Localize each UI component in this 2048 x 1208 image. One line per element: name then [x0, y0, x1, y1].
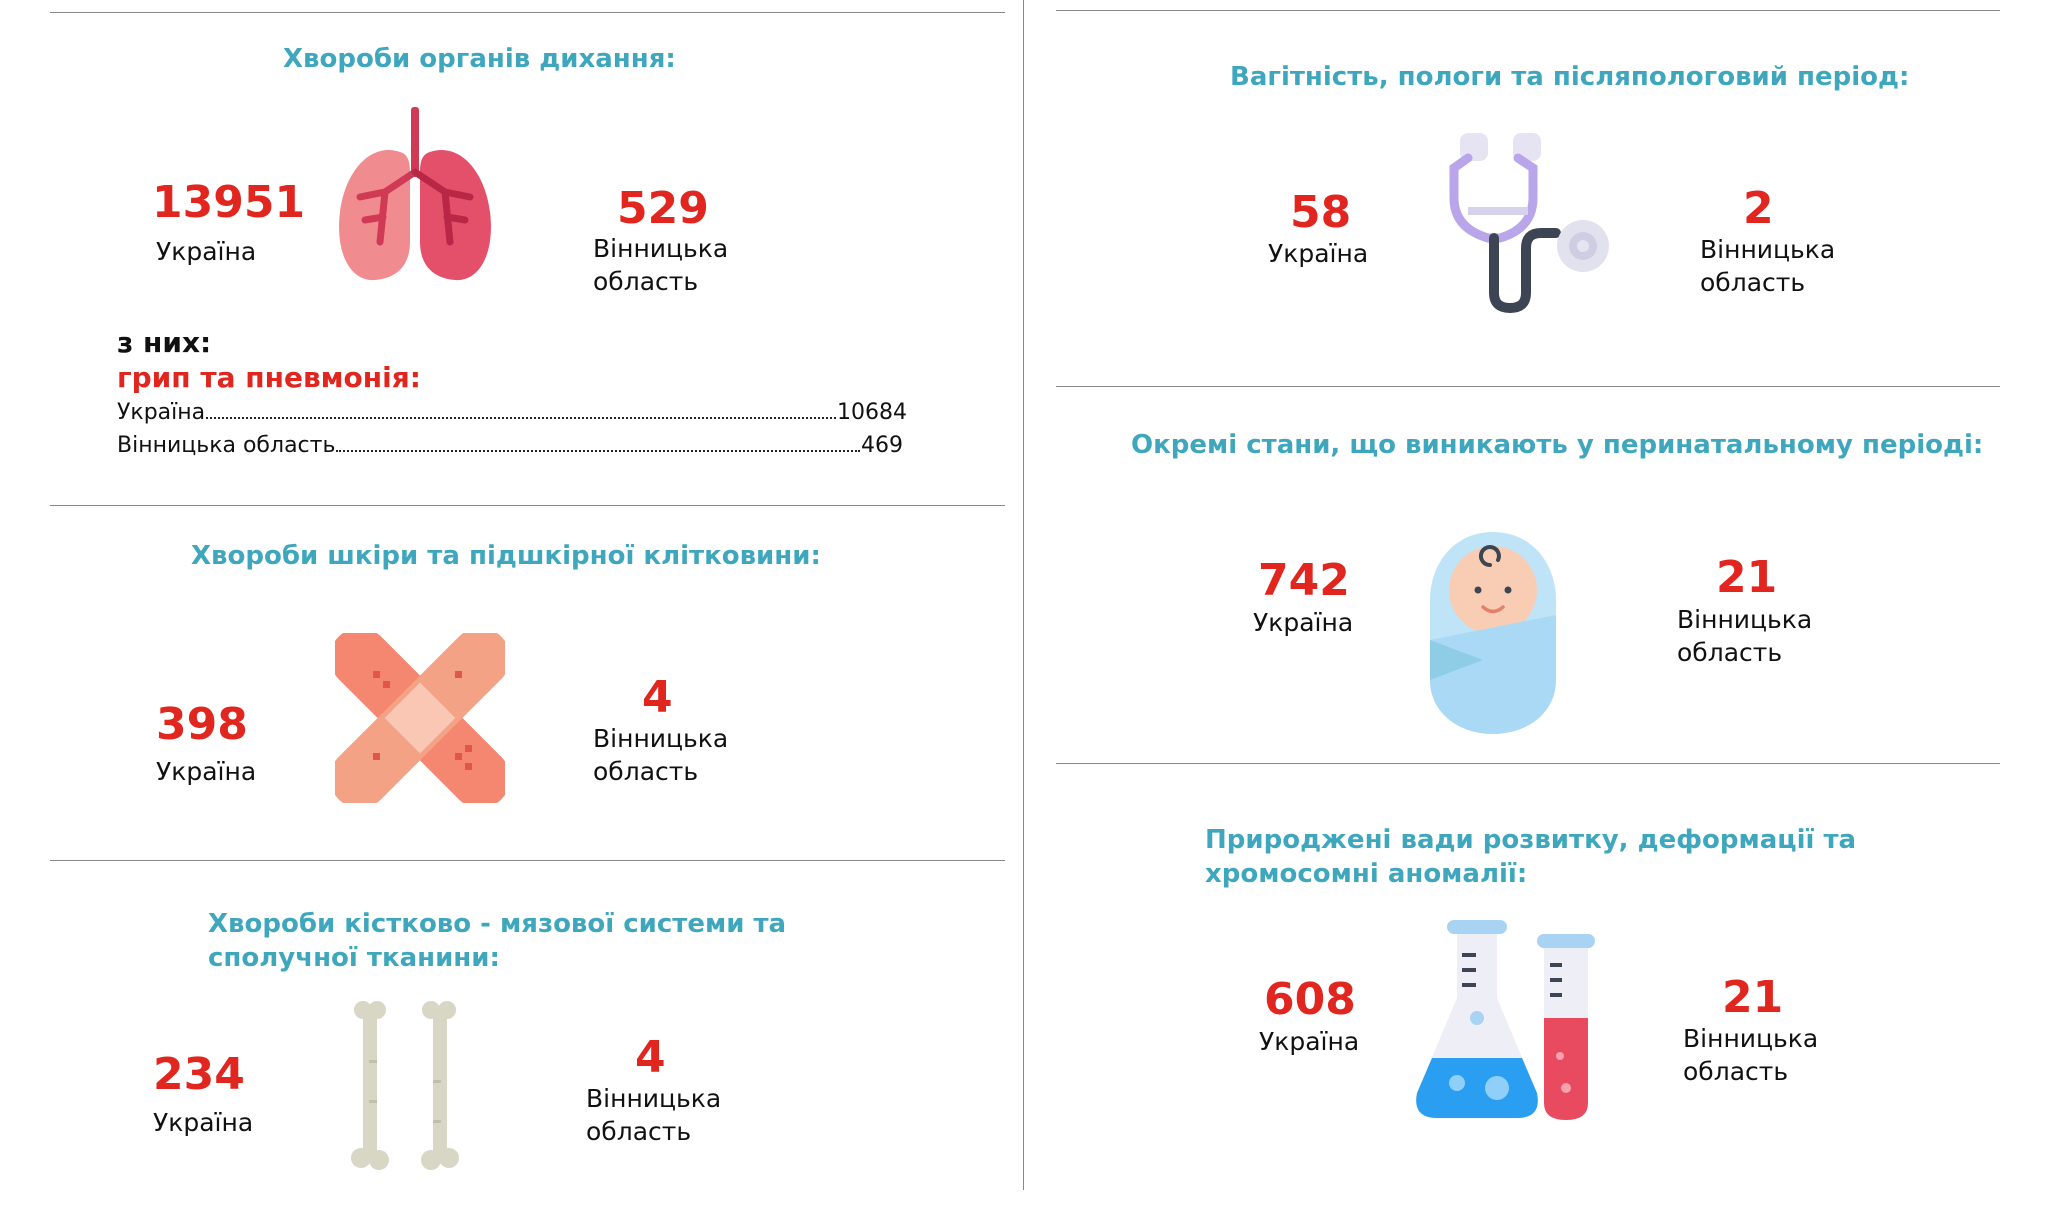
- congenital-title-2: хромосомні аномалії:: [1205, 859, 1528, 889]
- pregnancy-region-label-1: Вінницька: [1700, 235, 1836, 264]
- lab-flasks-icon: [1402, 918, 1602, 1123]
- congenital-ukraine-label: Україна: [1259, 1027, 1360, 1056]
- respiratory-ukraine-value: 13951: [152, 177, 306, 228]
- perinatal-region-label-1: Вінницька: [1677, 605, 1813, 634]
- baby-icon: [1428, 530, 1558, 735]
- skin-ukraine-value: 398: [156, 699, 248, 750]
- pregnancy-title: Вагітність, пологи та післяпологовий період:: [1230, 62, 1910, 92]
- respiratory-title: Хвороби органів дихання:: [283, 44, 676, 74]
- skin-region-value: 4: [642, 672, 673, 723]
- bandage-icon: [335, 633, 505, 803]
- dot-leader: [206, 417, 836, 419]
- of-them-label: з них:: [117, 326, 212, 359]
- respiratory-region-label-1: Вінницька: [593, 234, 729, 263]
- congenital-region-label-1: Вінницька: [1683, 1024, 1819, 1053]
- skin-ukraine-label: Україна: [156, 757, 257, 786]
- musculoskeletal-ukraine-value: 234: [153, 1049, 245, 1100]
- congenital-region-value: 21: [1722, 972, 1784, 1023]
- perinatal-title: Окремі стани, що виникають у перинатальному періоді:: [1131, 430, 1984, 460]
- flu-row-region-label: Вінницька область: [117, 433, 336, 458]
- respiratory-region-label-2: область: [593, 267, 699, 296]
- flu-row-ukraine-value: 10684: [837, 400, 907, 425]
- stethoscope-icon: [1438, 128, 1618, 318]
- flu-pneumonia-title: грип та пневмонія:: [117, 361, 421, 394]
- respiratory-region-value: 529: [617, 183, 709, 234]
- perinatal-region-label-2: область: [1677, 638, 1783, 667]
- perinatal-ukraine-value: 742: [1258, 555, 1350, 606]
- congenital-region-label-2: область: [1683, 1057, 1789, 1086]
- musculoskeletal-region-label-1: Вінницька: [586, 1084, 722, 1113]
- dot-leader: [336, 450, 860, 452]
- musculoskeletal-region-value: 4: [635, 1032, 666, 1083]
- divider-right-1: [1056, 386, 2000, 387]
- flu-row-ukraine: [117, 397, 907, 429]
- lungs-icon: [325, 102, 505, 282]
- column-divider: [1023, 0, 1024, 1190]
- flu-row-region: [117, 430, 903, 462]
- divider-left-2: [50, 860, 1005, 861]
- musculoskeletal-title-1: Хвороби кістково - мязової системи та: [208, 909, 787, 939]
- divider-top-left: [50, 12, 1005, 13]
- congenital-ukraine-value: 608: [1264, 974, 1356, 1025]
- pregnancy-ukraine-label: Україна: [1268, 239, 1369, 268]
- pregnancy-region-value: 2: [1743, 183, 1774, 234]
- skin-region-label-1: Вінницька: [593, 724, 729, 753]
- bones-icon: [345, 1000, 465, 1170]
- congenital-title-1: Природжені вади розвитку, деформації та: [1205, 825, 1857, 855]
- perinatal-region-value: 21: [1716, 552, 1778, 603]
- divider-top-right: [1056, 10, 2000, 11]
- pregnancy-region-label-2: область: [1700, 268, 1806, 297]
- divider-left-1: [50, 505, 1005, 506]
- skin-title: Хвороби шкіри та підшкірної клітковини:: [191, 541, 821, 571]
- musculoskeletal-region-label-2: область: [586, 1117, 692, 1146]
- skin-region-label-2: область: [593, 757, 699, 786]
- musculoskeletal-title-2: сполучної тканини:: [208, 943, 500, 973]
- divider-right-2: [1056, 763, 2000, 764]
- perinatal-ukraine-label: Україна: [1253, 608, 1354, 637]
- flu-row-region-value: 469: [861, 433, 903, 458]
- musculoskeletal-ukraine-label: Україна: [153, 1108, 254, 1137]
- respiratory-ukraine-label: Україна: [156, 237, 257, 266]
- pregnancy-ukraine-value: 58: [1290, 187, 1352, 238]
- flu-row-ukraine-label: Україна: [117, 400, 206, 425]
